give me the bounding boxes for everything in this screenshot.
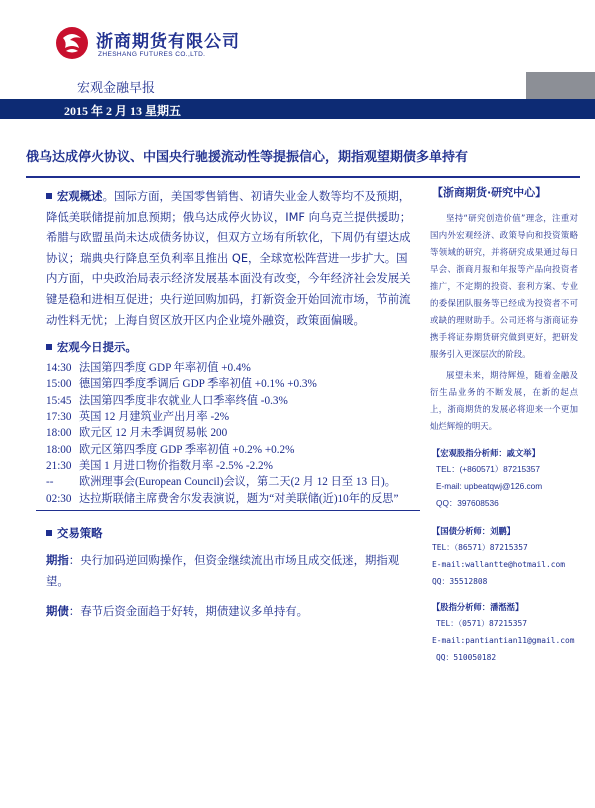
overview-paragraph: [46, 186, 418, 330]
schedule-item: [46, 458, 418, 474]
headline-underline-right: [430, 176, 580, 178]
schedule-text: 法国第四季度非农就业人口季率终值 -0.3%: [79, 394, 288, 407]
schedule-time: 15:45: [46, 394, 72, 407]
analyst-tel: TEL：（86571）87215357: [432, 543, 528, 552]
research-paragraph: 坚持“研究创造价值”理念，注重对国内外宏观经济、政策导向和投资策略等领域的研究，并将研究成果通过每日早会、浙商月报和年报等产品向投资者推广，不定期的投资、套利方案、专业的委保团队服务等已经成为投资者不可或缺的理财助手。公司还将与浙商证券携手将证券期货研究做到更好，把研发服务引入更深层次的阶段。: [430, 213, 578, 359]
schedule-time: 14:30: [46, 362, 72, 375]
schedule-item: [46, 491, 418, 507]
schedule-item: [46, 409, 418, 425]
schedule-item: [46, 376, 418, 392]
strategy-divider: [36, 510, 420, 511]
analyst-qq: QQ：510050182: [436, 653, 497, 662]
schedule-time: 17:30: [46, 411, 72, 424]
report-type: 宏观金融早报: [77, 81, 156, 96]
report-header: [0, 0, 595, 100]
strategy-text: ：央行加码逆回购操作，但资金继续流出市场且成交低迷，期指观望。: [46, 553, 400, 588]
schedule-time: 21:30: [46, 459, 72, 472]
headline: 俄乌达成停火协议、中国央行驰援流动性等提振信心，期指观望期债多单持有: [26, 150, 469, 165]
research-sidebar: [430, 186, 578, 435]
schedule-time: 15:00: [46, 378, 72, 391]
strategy-item-bond: [46, 601, 418, 622]
overview-label: 宏观概述: [57, 189, 103, 203]
schedule-time: --: [46, 476, 54, 489]
analyst-contact: [432, 601, 582, 666]
schedule-item: [46, 474, 418, 490]
schedule-time: 02:30: [46, 492, 72, 505]
overview-text: 。国际方面，美国零售销售、初请失业金人数等均不及预期，降低美联储提前加息预期；俄乌达成停火协议，IMF 向乌克兰提供援助；希腊与欧盟虽尚未达成债务协议，但双方立场有所软化，下周仍有望达成协议；瑞典央行降息至负利率且推出 QE，全球宽松阵营进一步扩大。国内方面，中央政治局表示经济发展基本面没有改变，今年经济社会发展关键是稳和进相互促进；央行逆回购加码，打新资金开始回流市场，节前流动性料无忧；上海自贸区放开区内企业境外融资，政策面偏暖。: [46, 189, 412, 327]
analyst-tel: TEL：（0571）87215357: [436, 619, 527, 628]
company-logo-icon: [55, 26, 89, 60]
analyst-qq: QQ：397608536: [436, 498, 499, 508]
schedule-item: [46, 442, 418, 458]
analyst-title: 【宏观股指分析师：戚文举】: [432, 448, 540, 458]
research-title: 【浙商期货·研究中心】: [432, 186, 547, 199]
schedule-text: 欧洲理事会(European Council)会议，第二天(2 月 12 日至 13 日)。: [79, 476, 396, 489]
research-paragraph: 展望未来，期待辉煌，随着金融及衍生品业务的不断发展，在新的起点上，浙商期货的发展必将迎来一个更加灿烂辉煌的明天。: [430, 370, 578, 431]
main-content: [46, 186, 418, 507]
schedule-text: 达拉斯联储主席费舍尔发表演说，题为“对美联储(近)10年的反思”: [79, 492, 399, 505]
strategy-heading: [46, 524, 418, 542]
strategy-label: 期债: [46, 604, 69, 619]
schedule-list: [46, 360, 418, 507]
schedule-item: [46, 360, 418, 376]
schedule-time: 18:00: [46, 443, 72, 456]
analyst-title: 【股指分析师：潘湉湉】: [432, 602, 524, 612]
schedule-text: 英国 12 月建筑业产出月率 -2%: [79, 411, 230, 424]
schedule-item: [46, 393, 418, 409]
strategy-section: [46, 524, 418, 622]
schedule-text: 法国第四季度 GDP 年率初值 +0.4%: [79, 362, 251, 375]
strategy-label: 期指: [46, 553, 69, 567]
strategy-text: ：春节后资金面趋于好转，期债建议多单持有。: [68, 604, 309, 619]
company-name-cn: 浙商期货有限公司: [96, 32, 240, 52]
company-name-en: ZHESHANG FUTURES CO.,LTD.: [98, 51, 206, 58]
schedule-time: 18:00: [46, 427, 72, 440]
analyst-email: E-mail: upbeatqwj@126.com: [436, 481, 543, 491]
headline-underline: [26, 176, 430, 178]
header-grey-tab: [526, 72, 595, 99]
schedule-item: [46, 425, 418, 441]
analyst-email: E-mail:pantiantian11@gmail.com: [432, 636, 575, 645]
bullet-icon: [46, 344, 52, 350]
schedule-heading: [46, 338, 418, 356]
schedule-text: 欧元区第四季度 GDP 季率初值 +0.2% +0.2%: [79, 443, 295, 456]
strategy-item-index: [46, 550, 418, 591]
analyst-title: 【国债分析师：刘鹏】: [432, 526, 515, 536]
bullet-icon: [46, 530, 52, 536]
analyst-qq: QQ：35512808: [432, 577, 488, 586]
report-date: 2015 年 2 月 13 星期五: [64, 104, 182, 118]
analyst-contact: [432, 525, 582, 590]
research-body: [430, 210, 578, 435]
schedule-text: 欧元区 12 月未季调贸易帐 200: [79, 427, 228, 440]
strategy-title: 交易策略: [57, 526, 103, 540]
bullet-icon: [46, 193, 52, 199]
schedule-text: 美国 1 月进口物价指数月率 -2.5% -2.2%: [79, 459, 273, 472]
analyst-email: E-mail:wallantte@hotmail.com: [432, 560, 566, 569]
analyst-tel: TEL：(+860571）87215357: [436, 464, 541, 474]
analyst-contact: [432, 447, 582, 512]
schedule-title-suffix: 。: [125, 340, 137, 355]
schedule-text: 德国第四季度季调后 GDP 季率初值 +0.1% +0.3%: [79, 378, 317, 391]
schedule-title: 宏观今日提示: [57, 340, 126, 355]
